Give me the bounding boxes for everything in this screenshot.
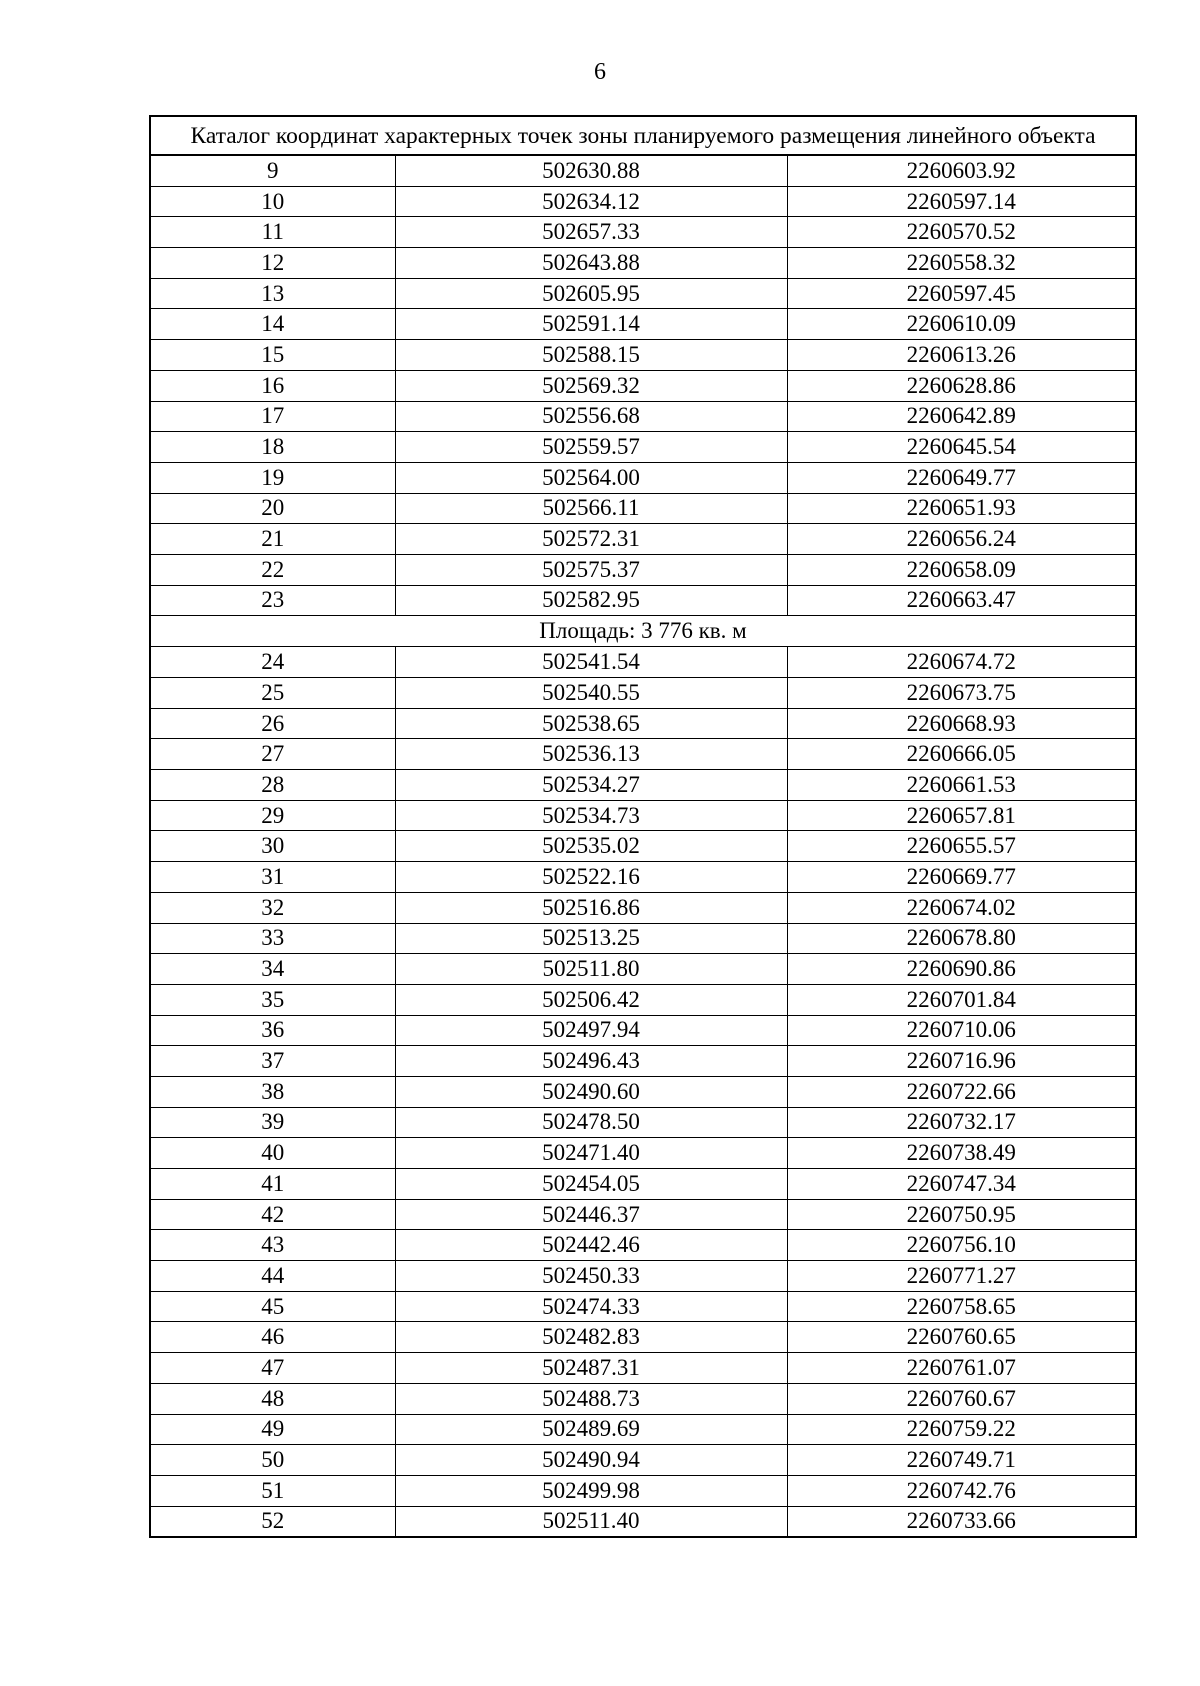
x-coordinate-cell: 502454.05 [395, 1169, 787, 1200]
y-coordinate-cell: 2260749.71 [787, 1445, 1136, 1476]
y-coordinate-cell: 2260742.76 [787, 1475, 1136, 1506]
table-row [150, 1046, 1136, 1077]
y-coordinate-cell: 2260758.65 [787, 1291, 1136, 1322]
x-coordinate-cell: 502566.11 [395, 493, 787, 524]
table-row [150, 1414, 1136, 1445]
point-number-cell: 28 [150, 770, 395, 801]
x-coordinate-cell: 502490.60 [395, 1076, 787, 1107]
table-row [150, 585, 1136, 616]
x-coordinate-cell: 502534.73 [395, 800, 787, 831]
point-number-cell: 18 [150, 432, 395, 463]
table-row [150, 432, 1136, 463]
y-coordinate-cell: 2260666.05 [787, 739, 1136, 770]
point-number-cell: 44 [150, 1261, 395, 1292]
table-row [150, 1322, 1136, 1353]
point-number-cell: 42 [150, 1199, 395, 1230]
y-coordinate-cell: 2260760.67 [787, 1383, 1136, 1414]
table-row [150, 1383, 1136, 1414]
point-number-cell: 46 [150, 1322, 395, 1353]
x-coordinate-cell: 502506.42 [395, 984, 787, 1015]
y-coordinate-cell: 2260603.92 [787, 155, 1136, 186]
y-coordinate-cell: 2260668.93 [787, 708, 1136, 739]
x-coordinate-cell: 502559.57 [395, 432, 787, 463]
point-number-cell: 21 [150, 524, 395, 555]
x-coordinate-cell: 502564.00 [395, 462, 787, 493]
table-row [150, 984, 1136, 1015]
x-coordinate-cell: 502540.55 [395, 678, 787, 709]
point-number-cell: 10 [150, 186, 395, 217]
x-coordinate-cell: 502488.73 [395, 1383, 787, 1414]
y-coordinate-cell: 2260678.80 [787, 923, 1136, 954]
y-coordinate-cell: 2260747.34 [787, 1169, 1136, 1200]
point-number-cell: 39 [150, 1107, 395, 1138]
x-coordinate-cell: 502572.31 [395, 524, 787, 555]
table-row [150, 1506, 1136, 1537]
x-coordinate-cell: 502490.94 [395, 1445, 787, 1476]
table-row [150, 954, 1136, 985]
point-number-cell: 25 [150, 678, 395, 709]
x-coordinate-cell: 502497.94 [395, 1015, 787, 1046]
x-coordinate-cell: 502474.33 [395, 1291, 787, 1322]
y-coordinate-cell: 2260722.66 [787, 1076, 1136, 1107]
point-number-cell: 22 [150, 554, 395, 585]
point-number-cell: 35 [150, 984, 395, 1015]
x-coordinate-cell: 502591.14 [395, 309, 787, 340]
y-coordinate-cell: 2260738.49 [787, 1138, 1136, 1169]
x-coordinate-cell: 502511.80 [395, 954, 787, 985]
x-coordinate-cell: 502487.31 [395, 1353, 787, 1384]
y-coordinate-cell: 2260570.52 [787, 217, 1136, 248]
x-coordinate-cell: 502634.12 [395, 186, 787, 217]
point-number-cell: 41 [150, 1169, 395, 1200]
table-row [150, 248, 1136, 279]
area-row [150, 616, 1136, 647]
table-row [150, 186, 1136, 217]
point-number-cell: 49 [150, 1414, 395, 1445]
x-coordinate-cell: 502442.46 [395, 1230, 787, 1261]
point-number-cell: 36 [150, 1015, 395, 1046]
y-coordinate-cell: 2260597.45 [787, 278, 1136, 309]
y-coordinate-cell: 2260628.86 [787, 370, 1136, 401]
table-row [150, 462, 1136, 493]
x-coordinate-cell: 502471.40 [395, 1138, 787, 1169]
x-coordinate-cell: 502605.95 [395, 278, 787, 309]
y-coordinate-cell: 2260663.47 [787, 585, 1136, 616]
y-coordinate-cell: 2260759.22 [787, 1414, 1136, 1445]
x-coordinate-cell: 502582.95 [395, 585, 787, 616]
x-coordinate-cell: 502513.25 [395, 923, 787, 954]
table-row [150, 1291, 1136, 1322]
table-row [150, 524, 1136, 555]
table-row [150, 800, 1136, 831]
x-coordinate-cell: 502630.88 [395, 155, 787, 186]
y-coordinate-cell: 2260761.07 [787, 1353, 1136, 1384]
y-coordinate-cell: 2260651.93 [787, 493, 1136, 524]
table-title: Каталог координат характерных точек зоны планируемого размещения линейного объекта [150, 116, 1136, 155]
point-number-cell: 33 [150, 923, 395, 954]
point-number-cell: 52 [150, 1506, 395, 1537]
table-row [150, 739, 1136, 770]
table-row [150, 1230, 1136, 1261]
point-number-cell: 32 [150, 892, 395, 923]
x-coordinate-cell: 502657.33 [395, 217, 787, 248]
y-coordinate-cell: 2260661.53 [787, 770, 1136, 801]
x-coordinate-cell: 502450.33 [395, 1261, 787, 1292]
coordinate-catalog-table [149, 115, 1137, 1538]
table-row [150, 278, 1136, 309]
x-coordinate-cell: 502588.15 [395, 340, 787, 371]
x-coordinate-cell: 502535.02 [395, 831, 787, 862]
point-number-cell: 48 [150, 1383, 395, 1414]
x-coordinate-cell: 502541.54 [395, 647, 787, 678]
x-coordinate-cell: 502478.50 [395, 1107, 787, 1138]
point-number-cell: 19 [150, 462, 395, 493]
y-coordinate-cell: 2260710.06 [787, 1015, 1136, 1046]
point-number-cell: 37 [150, 1046, 395, 1077]
y-coordinate-cell: 2260658.09 [787, 554, 1136, 585]
point-number-cell: 45 [150, 1291, 395, 1322]
table-row [150, 1107, 1136, 1138]
area-label: Площадь: 3 776 кв. м [150, 616, 1136, 647]
x-coordinate-cell: 502534.27 [395, 770, 787, 801]
table-title-row [150, 116, 1136, 155]
table-row [150, 647, 1136, 678]
point-number-cell: 15 [150, 340, 395, 371]
table-row [150, 554, 1136, 585]
page-number: 6 [594, 59, 606, 85]
table-row [150, 862, 1136, 893]
point-number-cell: 24 [150, 647, 395, 678]
x-coordinate-cell: 502575.37 [395, 554, 787, 585]
y-coordinate-cell: 2260657.81 [787, 800, 1136, 831]
table-row [150, 831, 1136, 862]
x-coordinate-cell: 502499.98 [395, 1475, 787, 1506]
y-coordinate-cell: 2260733.66 [787, 1506, 1136, 1537]
y-coordinate-cell: 2260597.14 [787, 186, 1136, 217]
point-number-cell: 51 [150, 1475, 395, 1506]
x-coordinate-cell: 502516.86 [395, 892, 787, 923]
point-number-cell: 43 [150, 1230, 395, 1261]
point-number-cell: 16 [150, 370, 395, 401]
point-number-cell: 12 [150, 248, 395, 279]
table-row [150, 370, 1136, 401]
table-row [150, 309, 1136, 340]
y-coordinate-cell: 2260655.57 [787, 831, 1136, 862]
y-coordinate-cell: 2260674.02 [787, 892, 1136, 923]
table-row [150, 1169, 1136, 1200]
y-coordinate-cell: 2260756.10 [787, 1230, 1136, 1261]
table-row [150, 678, 1136, 709]
point-number-cell: 34 [150, 954, 395, 985]
table-row [150, 1015, 1136, 1046]
y-coordinate-cell: 2260613.26 [787, 340, 1136, 371]
point-number-cell: 17 [150, 401, 395, 432]
point-number-cell: 20 [150, 493, 395, 524]
x-coordinate-cell: 502496.43 [395, 1046, 787, 1077]
table-body [150, 116, 1136, 1537]
point-number-cell: 31 [150, 862, 395, 893]
x-coordinate-cell: 502536.13 [395, 739, 787, 770]
y-coordinate-cell: 2260673.75 [787, 678, 1136, 709]
y-coordinate-cell: 2260610.09 [787, 309, 1136, 340]
point-number-cell: 38 [150, 1076, 395, 1107]
x-coordinate-cell: 502489.69 [395, 1414, 787, 1445]
point-number-cell: 40 [150, 1138, 395, 1169]
table-row [150, 1475, 1136, 1506]
point-number-cell: 11 [150, 217, 395, 248]
table-row [150, 892, 1136, 923]
table-row [150, 340, 1136, 371]
table-row [150, 1261, 1136, 1292]
y-coordinate-cell: 2260645.54 [787, 432, 1136, 463]
point-number-cell: 26 [150, 708, 395, 739]
x-coordinate-cell: 502556.68 [395, 401, 787, 432]
x-coordinate-cell: 502511.40 [395, 1506, 787, 1537]
point-number-cell: 30 [150, 831, 395, 862]
y-coordinate-cell: 2260701.84 [787, 984, 1136, 1015]
x-coordinate-cell: 502446.37 [395, 1199, 787, 1230]
x-coordinate-cell: 502482.83 [395, 1322, 787, 1353]
table-row [150, 708, 1136, 739]
table-row [150, 923, 1136, 954]
table-row [150, 1445, 1136, 1476]
y-coordinate-cell: 2260669.77 [787, 862, 1136, 893]
y-coordinate-cell: 2260760.65 [787, 1322, 1136, 1353]
table-row [150, 1138, 1136, 1169]
y-coordinate-cell: 2260656.24 [787, 524, 1136, 555]
y-coordinate-cell: 2260674.72 [787, 647, 1136, 678]
point-number-cell: 50 [150, 1445, 395, 1476]
table-row [150, 770, 1136, 801]
table-row [150, 1076, 1136, 1107]
y-coordinate-cell: 2260558.32 [787, 248, 1136, 279]
y-coordinate-cell: 2260771.27 [787, 1261, 1136, 1292]
table-row [150, 155, 1136, 186]
point-number-cell: 14 [150, 309, 395, 340]
x-coordinate-cell: 502522.16 [395, 862, 787, 893]
y-coordinate-cell: 2260716.96 [787, 1046, 1136, 1077]
table-row [150, 1353, 1136, 1384]
x-coordinate-cell: 502538.65 [395, 708, 787, 739]
y-coordinate-cell: 2260642.89 [787, 401, 1136, 432]
point-number-cell: 47 [150, 1353, 395, 1384]
x-coordinate-cell: 502569.32 [395, 370, 787, 401]
y-coordinate-cell: 2260732.17 [787, 1107, 1136, 1138]
point-number-cell: 27 [150, 739, 395, 770]
y-coordinate-cell: 2260649.77 [787, 462, 1136, 493]
y-coordinate-cell: 2260750.95 [787, 1199, 1136, 1230]
table-row [150, 1199, 1136, 1230]
x-coordinate-cell: 502643.88 [395, 248, 787, 279]
y-coordinate-cell: 2260690.86 [787, 954, 1136, 985]
table-row [150, 401, 1136, 432]
point-number-cell: 23 [150, 585, 395, 616]
point-number-cell: 29 [150, 800, 395, 831]
table-row [150, 217, 1136, 248]
point-number-cell: 9 [150, 155, 395, 186]
point-number-cell: 13 [150, 278, 395, 309]
table-row [150, 493, 1136, 524]
